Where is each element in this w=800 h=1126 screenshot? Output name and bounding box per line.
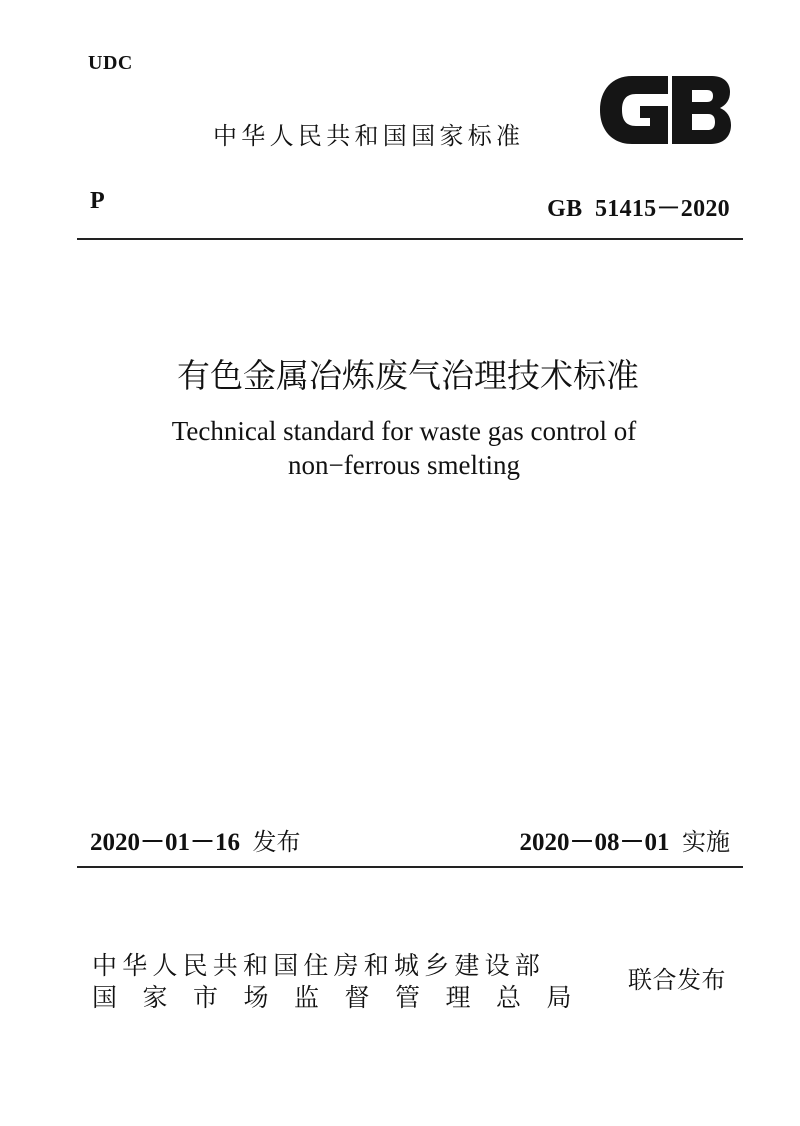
category-code: P	[90, 188, 105, 214]
issue-date: 2020－01－16	[90, 829, 241, 856]
bottom-divider	[77, 866, 743, 868]
standard-organization: 中华人民共和国国家标准	[213, 122, 525, 150]
title-chinese: 有色金属冶炼废气治理技术标准	[177, 356, 639, 395]
issue-date-block	[90, 822, 301, 858]
gb-logo	[598, 74, 732, 146]
implement-label: 实施	[682, 828, 730, 856]
issuer-line1: 中华人民共和国住房和城乡建设部	[92, 951, 546, 980]
standard-number: GB 51415－2020	[547, 196, 730, 222]
top-divider	[77, 238, 743, 240]
issuer-line2: 国家市场监督管理总局	[92, 983, 598, 1012]
implement-date: 2020－08－01	[519, 829, 670, 856]
joint-issue-label: 联合发布	[628, 966, 726, 994]
issue-label: 发布	[252, 828, 301, 856]
title-english-line2: non−ferrous smelting	[288, 450, 520, 480]
title-english-line1: Technical standard for waste gas control of	[171, 416, 637, 446]
implement-date-block	[519, 822, 730, 858]
udc-label: UDC	[88, 52, 133, 74]
